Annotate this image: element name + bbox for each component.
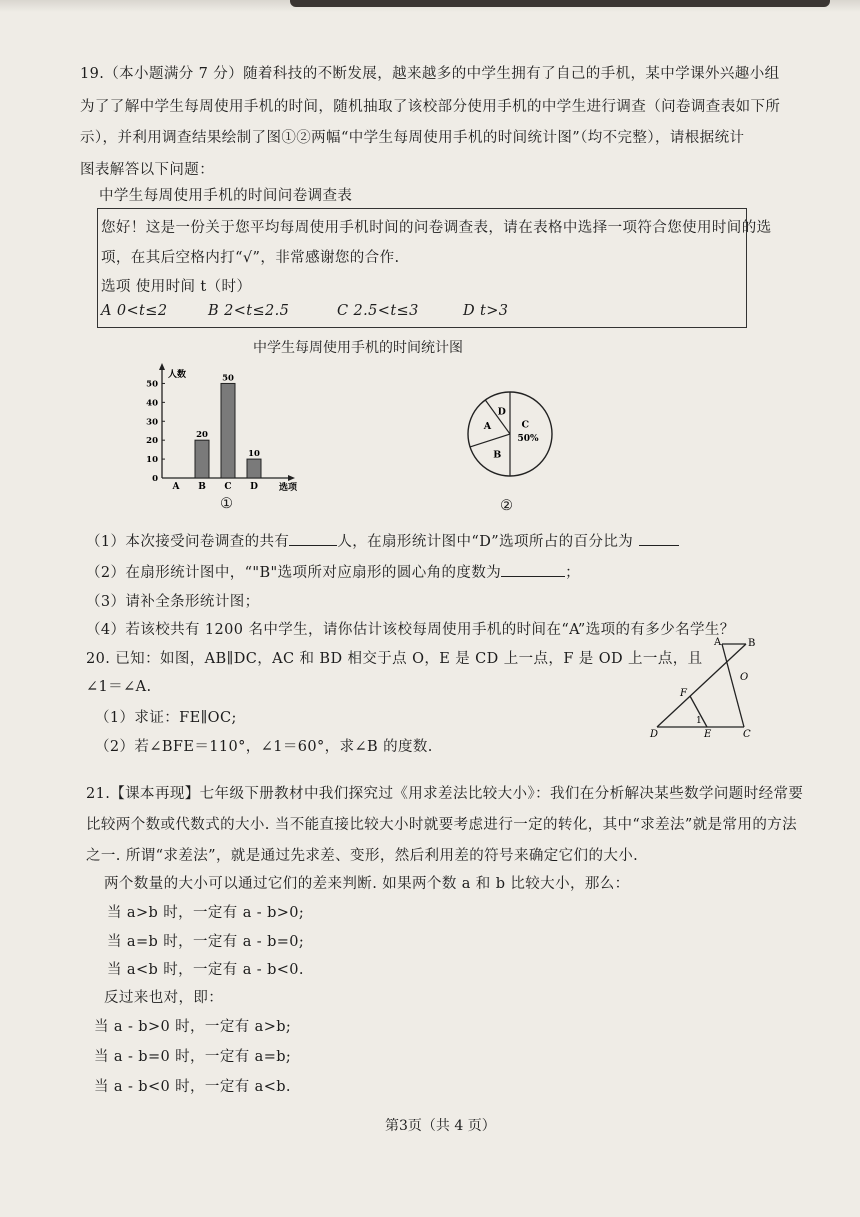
q21-case-1: 当 a>b 时，一定有 a - b>0; bbox=[107, 905, 305, 921]
point-o-label: O bbox=[740, 672, 749, 683]
answer-blank-2 bbox=[639, 531, 679, 546]
x-tick-label: D bbox=[250, 482, 258, 492]
q19-line-3: 示），并利用调查结果绘制了图①②两幅“中学生每周使用手机的时间统计图”（均不完整），请根据统计 bbox=[80, 130, 745, 146]
option-d: D t>3 bbox=[463, 303, 509, 319]
pie-slice-label: C bbox=[521, 419, 530, 431]
point-e-label: E bbox=[704, 729, 712, 740]
y-tick-label: 20 bbox=[146, 436, 158, 447]
q21-reverse: 反过来也对，即： bbox=[104, 990, 224, 1006]
survey-line-2: 项，在其后空格内打“√”，非常感谢您的合作. bbox=[101, 250, 400, 266]
bar bbox=[247, 459, 261, 478]
pie-slice-label: A bbox=[483, 420, 492, 432]
q21-line-2: 比较两个数或代数式的大小. 当不能直接比较大小时就要考虑进行一定的转化，其中“求差法”就是常用的方法 bbox=[86, 817, 798, 833]
chart-title: 中学生每周使用手机的时间统计图 bbox=[253, 340, 463, 356]
x-tick-label: C bbox=[224, 482, 232, 492]
q21-reverse-case-3: 当 a - b<0 时，一定有 a<b. bbox=[94, 1079, 291, 1095]
bar-chart bbox=[138, 362, 318, 492]
fig1-label: ① bbox=[220, 496, 234, 512]
q21-reverse-case-1: 当 a - b>0 时，一定有 a>b; bbox=[94, 1019, 292, 1035]
point-f-label: F bbox=[680, 688, 687, 699]
answer-blank-1 bbox=[289, 531, 337, 546]
q19-line-2: 为了了解中学生每周使用手机的时间，随机抽取了该校部分使用手机的中学生进行调查（问卷调查表如下所 bbox=[80, 99, 781, 115]
q20-line-2: ∠1＝∠A. bbox=[86, 679, 152, 695]
x-axis-arrow bbox=[288, 475, 295, 481]
scan-dark-edge bbox=[290, 0, 830, 7]
option-c: C 2.5<t≤3 bbox=[337, 303, 419, 319]
answer-blank-3 bbox=[501, 562, 565, 577]
y-axis-arrow bbox=[159, 363, 165, 370]
point-d-label: D bbox=[650, 729, 659, 740]
q21-case-3: 当 a<b 时，一定有 a - b<0. bbox=[107, 962, 304, 978]
option-b: B 2<t≤2.5 bbox=[208, 303, 290, 319]
q19-sub3: （3）请补全条形统计图； bbox=[86, 594, 260, 610]
q19-sub1-a: （1）本次接受问卷调查的共有 bbox=[86, 534, 290, 550]
y-axis-label: 人数 bbox=[168, 370, 187, 380]
q19-sub2-b: ； bbox=[565, 565, 581, 581]
point-c-label: C bbox=[743, 729, 751, 740]
bar-value-label: 50 bbox=[222, 373, 234, 384]
point-a-label: A bbox=[714, 637, 722, 648]
q21-line-3: 之一. 所谓“求差法”，就是通过先求差、变形，然后利用差的符号来确定它们的大小. bbox=[86, 848, 639, 864]
q20-sub1: （1）求证：FE∥OC; bbox=[95, 710, 237, 726]
bar-value-label: 10 bbox=[248, 449, 260, 460]
q19-sub2 bbox=[86, 561, 580, 582]
x-tick-label: B bbox=[198, 482, 206, 492]
pie-slice-label: B bbox=[493, 449, 502, 461]
x-axis-label: 选项 bbox=[279, 483, 298, 492]
y-tick-label: 50 bbox=[146, 379, 158, 390]
q21-line-1: 21.【课本再现】七年级下册教材中我们探究过《用求差法比较大小》：我们在分析解决某些数学问题时经常要 bbox=[86, 786, 804, 802]
y-tick-label: 10 bbox=[146, 455, 158, 466]
q20-line-1: 20. 已知：如图，AB∥DC，AC 和 BD 相交于点 O，E 是 CD 上一点，F 是 OD 上一点，且 bbox=[86, 651, 703, 667]
point-b-label: B bbox=[748, 638, 756, 649]
q21-case-2: 当 a=b 时，一定有 a - b=0; bbox=[107, 934, 305, 950]
survey-line-1: 您好！这是一份关于您平均每周使用手机时间的问卷调查表，请在表格中选择一项符合您使用时间的选 bbox=[101, 220, 772, 236]
pie-slice-boundary bbox=[470, 434, 510, 447]
q21-intro: 两个数量的大小可以通过它们的差来判断. 如果两个数 a 和 b 比较大小，那么： bbox=[104, 876, 630, 892]
y-tick-label: 40 bbox=[146, 398, 158, 409]
q19-line-4: 图表解答以下问题： bbox=[80, 162, 215, 178]
q19-sub2-a: （2）在扇形统计图中，“"B"选项所对应扇形的圆心角的度数为 bbox=[86, 565, 502, 581]
page-footer: 第3页（共 4 页） bbox=[385, 1118, 496, 1134]
q19-sub1-b: 人，在扇形统计图中“D”选项所占的百分比为 bbox=[337, 534, 634, 550]
q19-sub4: （4）若该校共有 1200 名中学生，请你估计该校每周使用手机的时间在“A”选项的有多少名学生？ bbox=[86, 622, 735, 638]
angle-1-label: 1 bbox=[696, 716, 702, 726]
fig2-label: ② bbox=[500, 498, 514, 514]
survey-title: 中学生每周使用手机的时间问卷调查表 bbox=[99, 188, 353, 204]
y-tick-label: 0 bbox=[152, 474, 158, 484]
q19-line-1: 19.（本小题满分 7 分）随着科技的不断发展，越来越多的中学生拥有了自己的手机，某中学课外兴趣小组 bbox=[80, 66, 780, 82]
pie-chart bbox=[460, 384, 560, 484]
bar bbox=[195, 440, 209, 478]
survey-header: 选项 使用时间 t（时） bbox=[101, 279, 252, 295]
q21-reverse-case-2: 当 a - b=0 时，一定有 a=b; bbox=[94, 1049, 292, 1065]
x-tick-label: A bbox=[172, 482, 180, 492]
bar-value-label: 20 bbox=[196, 430, 208, 441]
y-tick-label: 30 bbox=[146, 417, 158, 428]
geometry-figure bbox=[640, 636, 770, 742]
bar bbox=[221, 383, 235, 478]
pie-slice-label: D bbox=[497, 406, 506, 418]
pie-percent-label: 50% bbox=[517, 434, 539, 444]
option-a: A 0<t≤2 bbox=[101, 303, 168, 319]
q20-sub2: （2）若∠BFE＝110°，∠1＝60°，求∠B 的度数. bbox=[95, 739, 433, 755]
q19-sub1 bbox=[86, 530, 679, 551]
